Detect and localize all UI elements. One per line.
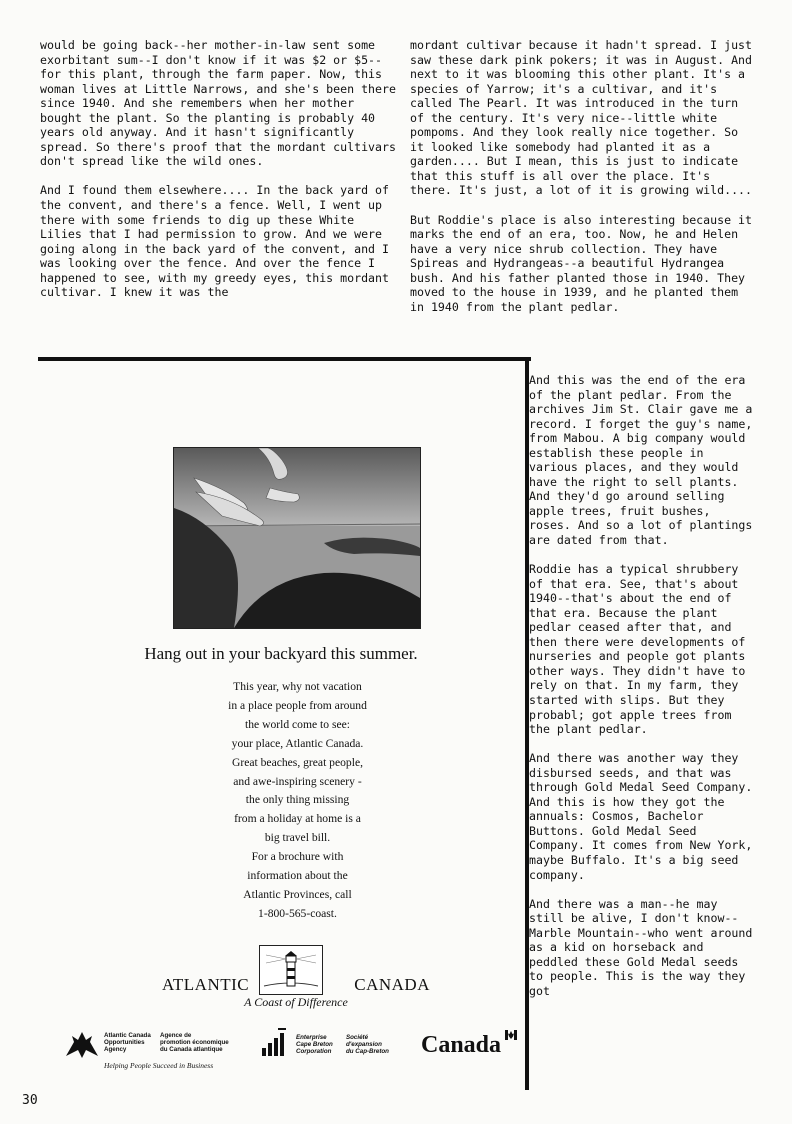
ad-body [170, 678, 425, 924]
atlantic-canada-ad [40, 362, 522, 1090]
ad-border-right [525, 357, 529, 1090]
ad-body-line: your place, Atlantic Canada. [231, 736, 364, 750]
paragraph: mordant cultivar because it hadn't spread. I just saw these dark pink pokers; it was in August. And next to it was blooming this other plant. It's a species of Yarrow; it's a cultivar, and it's called The Pearl. It was introduced in the turn of the century. It's very nice--little white pompoms. And they look really nice together. So it looked like somebody had planted it as a garden.... But I mean, this is just to indicate that this stuff is all over the place. It's there. It's just, a lot of it is growing wild.... [410, 38, 760, 198]
acoa-name-fr: Agence de promotion économique du Canada atlantique [160, 1032, 229, 1054]
brand-word-canada: CANADA [354, 975, 430, 994]
paragraph: But Roddie's place is also interesting because it marks the end of an era, too. Now, he and Helen have a very nice shrub collection. They have Spireas and Hydrangeas--a beautiful Hydrangea bush. And his father planted those in 1940. They moved to the house in 1939, and he planted them in 1940 from the plant pedlar. [410, 212, 760, 314]
maple-leaf-icon [64, 1032, 100, 1058]
ad-body-line: the only thing missing [245, 793, 350, 807]
paragraph: And this was the end of the era of the plant pedlar. From the archives Jim St. Clair gave me a record. I forget the guy's name, from Mabou. A big company would establish these people in various places, and they would have the right to sell plants. And they'd go around selling apple trees, fruit bushes, roses. And so a lot of plantings are dated from that. [529, 373, 760, 548]
ecbc-name-fr: Société d'expansion du Cap-Breton [346, 1034, 389, 1056]
paragraph: would be going back--her mother-in-law sent some exorbitant sum--I don't know if it was $2 or $5--for this plant, through the farm paper. Now, this woman lives at Little Narrows, and she's been there since 1940. And she remembers when her mother bought the plant. So the planting is probably 40 years old anyway. And it hasn't significantly spread. So there's proof that the mordant cultivars don't spread like the wild ones. [40, 38, 403, 169]
ad-body-line: and awe-inspiring scenery - [233, 774, 362, 788]
ad-body-line: information about the [247, 869, 348, 883]
paragraph: And there was another way they disbursed seeds, and that was through Gold Medal Seed Company. And this is how they got the annuals: Cosmos, Bachelor Buttons. Gold Medal Seed Company. It comes from New York, maybe Buffalo. It's a big seed company. [529, 751, 760, 882]
paragraph: And I found them elsewhere.... In the back yard of the convent, and there's a fence. Well, I went up there with some friends to dig up these White Lilies that I had permission to grow. And we were going along in the back yard of the convent, and I was looking over the fence. And over the fence I happened to see, with my greedy eyes, this mordant cultivar. I knew it was the [40, 183, 396, 300]
page-number: 30 [22, 1093, 38, 1108]
acoa-tagline: Helping People Succeed in Business [104, 1061, 214, 1070]
brand-tagline: A Coast of Difference [244, 995, 348, 1009]
flag-icon [505, 1030, 517, 1040]
ad-photo-feet-over-coast [173, 447, 421, 629]
article-column-right-bottom [529, 373, 760, 1013]
coast-photo-icon [174, 448, 420, 628]
ad-body-line: in a place people from around [228, 698, 367, 712]
ad-headline: Hang out in your backyard this summer. [144, 644, 418, 663]
ad-body-line: the world come to see: [245, 717, 350, 731]
acoa-name-en: Atlantic Canada Opportunities Agency [104, 1032, 151, 1054]
ad-body-line: big travel bill. [264, 831, 331, 845]
paragraph: Roddie has a typical shrubbery of that era. See, that's about 1940--that's about the end of that era. Because the plant pedlar ceased after that, and then there were developments of nurseries and people got plants other ways. They didn't have to rely on that. In my farm, they started with slips. But they probabl; got apple trees from the plant pedlar. [529, 562, 753, 737]
article-column-left-top [40, 38, 402, 314]
brand-word-atlantic: ATLANTIC [162, 975, 250, 994]
atlantic-canada-logo [162, 945, 430, 1007]
ad-body-line: This year, why not vacation [233, 680, 362, 693]
ad-body-line: from a holiday at home is a [234, 812, 361, 826]
bar-chart-icon [260, 1028, 290, 1058]
ad-body-line: For a brochure with [251, 850, 344, 864]
ecbc-name-en: Enterprise Cape Breton Corporation [296, 1034, 333, 1056]
sponsor-logos [64, 1026, 524, 1076]
article-column-right-top [410, 38, 760, 329]
ad-body-line: 1-800-565-coast. [258, 906, 337, 920]
ad-body-line: Great beaches, great people, [231, 755, 363, 769]
paragraph: And there was a man--he may still be alive, I don't know--Marble Mountain--who went around as a kid on horseback and peddled these Gold Medal seeds to people. This is the way they got [529, 896, 760, 998]
ad-body-line: Atlantic Provinces, call [243, 887, 352, 901]
ad-border-top [38, 357, 531, 361]
lighthouse-icon [259, 945, 323, 995]
canada-wordmark: Canada [421, 1032, 502, 1058]
